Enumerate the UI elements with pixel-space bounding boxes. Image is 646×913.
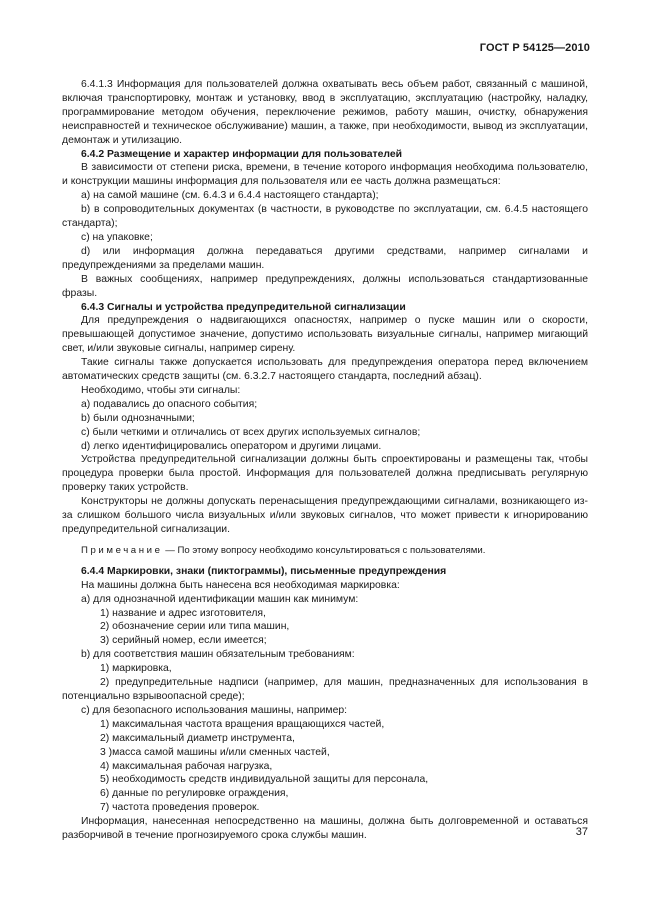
document-code-header: ГОСТ Р 54125—2010 <box>479 42 590 54</box>
list-item: d) легко идентифицировались оператором и другими лицами. <box>81 440 382 452</box>
list-item: b) были однозначными; <box>81 412 195 424</box>
paragraph-6-4-1-3: 6.4.1.3 Информация для пользователей должна охватывать весь объем работ, связанный с машиной, включая транспортировку, монтаж и установку, ввод в эксплуатацию, эксплуатацию (настройку, наладку, программирование методом обучения, переключение режимов, работу машин, очистку, обнаружения неисправностей и техническое обслуживание) машин, а также, при необходимости, вывод из эксплуатации, демонтаж и утилизацию. <box>62 79 588 146</box>
list-item: b) для соответствия машин обязательным требованиям: <box>81 649 355 661</box>
section-title-6-4-2: 6.4.2 Размещение и характер информации для пользователей <box>81 148 403 160</box>
list-item: а) подавались до опасного события; <box>81 398 258 410</box>
sub-list-item: 1) максимальная частота вращения вращающихся частей, <box>100 718 385 730</box>
paragraph: Необходимо, чтобы эти сигналы: <box>81 384 241 396</box>
list-item: с) на упаковке; <box>81 231 153 243</box>
list-item: а) для однозначной идентификации машин как минимум: <box>81 593 359 605</box>
sub-list-item: 4) максимальная рабочая нагрузка, <box>100 760 273 772</box>
list-item: b) в сопроводительных документах (в частности, в руководстве по эксплуатации, см. 6.4.5 настоящего стандарта); <box>62 204 588 230</box>
sub-list-item: 3) серийный номер, если имеется; <box>100 635 267 647</box>
document-body <box>62 78 588 843</box>
sub-list-item: 7) частота проведения проверок. <box>100 802 260 814</box>
section-6-4-2-intro: В зависимости от степени риска, времени, в течение которого информация необходима пользователю, и конструкции машины информация для пользователя или ее часть должна размещаться: <box>62 162 588 188</box>
paragraph: Такие сигналы также допускается использовать для предупреждения оператора перед включением автоматических средств защиты (см. 6.3.2.7 настоящего стандарта, последний абзац). <box>62 357 588 383</box>
section-title-6-4-4: 6.4.4 Маркировки, знаки (пиктограммы), письменные предупреждения <box>81 565 447 577</box>
sub-list-item: 3 )масса самой машины и/или сменных частей, <box>100 746 330 758</box>
sub-list-item: 2) обозначение серии или типа машин, <box>100 621 290 633</box>
paragraph: Для предупреждения о надвигающихся опасностях, например о пуске машин или о скорости, превышающей допустимое значение, допустимо использовать визуальные сигналы, например мигающий свет, и/или звуковые сигналы, например сирену. <box>62 315 588 355</box>
page-number: 37 <box>575 826 588 838</box>
note-label: Примечание <box>81 544 163 556</box>
sub-list-item: 1) название и адрес изготовителя, <box>100 607 266 619</box>
section-6-4-2-closing: В важных сообщениях, например предупреждениях, должны использоваться стандартизованные фразы. <box>62 273 588 299</box>
list-item: с) были четкими и отличались от всех других используемых сигналов; <box>81 426 421 438</box>
sub-list-item: 5) необходимость средств индивидуальной защиты для персонала, <box>100 774 429 786</box>
paragraph: Устройства предупредительной сигнализации должны быть спроектированы и размещены так, чтобы процедура проверки была простой. Информация для пользователей должна предписывать регулярную проверку таких устройств. <box>62 454 588 494</box>
list-item: с) для безопасного использования машины, например: <box>81 704 348 716</box>
note-text: — По этому вопросу необходимо консультироваться с пользователями. <box>165 544 486 556</box>
list-item: d) или информация должна передаваться другими средствами, например сигналами и предупреждениями за пределами машин. <box>62 245 588 271</box>
sub-list-item: 2) максимальный диаметр инструмента, <box>100 732 295 744</box>
sub-list-item: 6) данные по регулировке ограждения, <box>100 788 289 800</box>
paragraph: Конструкторы не должны допускать перенасыщения предупреждающими сигналами, возникающего из-за слишком большого числа визуальных и/или звуковых сигналов, что может привести к игнорированию предупредительной сигнализации. <box>62 496 588 535</box>
section-6-4-4-closing: Информация, нанесенная непосредственно на машины, должна быть долговременной и оставаться разборчивой в течение прогнозируемого срока службы машин. <box>62 816 588 842</box>
sub-list-item: 2) предупредительные надписи (например, для машин, предназначенных для использования в потенциально взрывоопасной среде); <box>62 677 588 702</box>
sub-list-item: 1) маркировка, <box>100 663 172 675</box>
section-title-6-4-3: 6.4.3 Сигналы и устройства предупредительной сигнализации <box>81 301 406 313</box>
note <box>62 544 588 558</box>
list-item: а) на самой машине (см. 6.4.3 и 6.4.4 настоящего стандарта); <box>81 190 379 202</box>
section-6-4-4-intro: На машины должна быть нанесена вся необходимая маркировка: <box>81 579 400 591</box>
